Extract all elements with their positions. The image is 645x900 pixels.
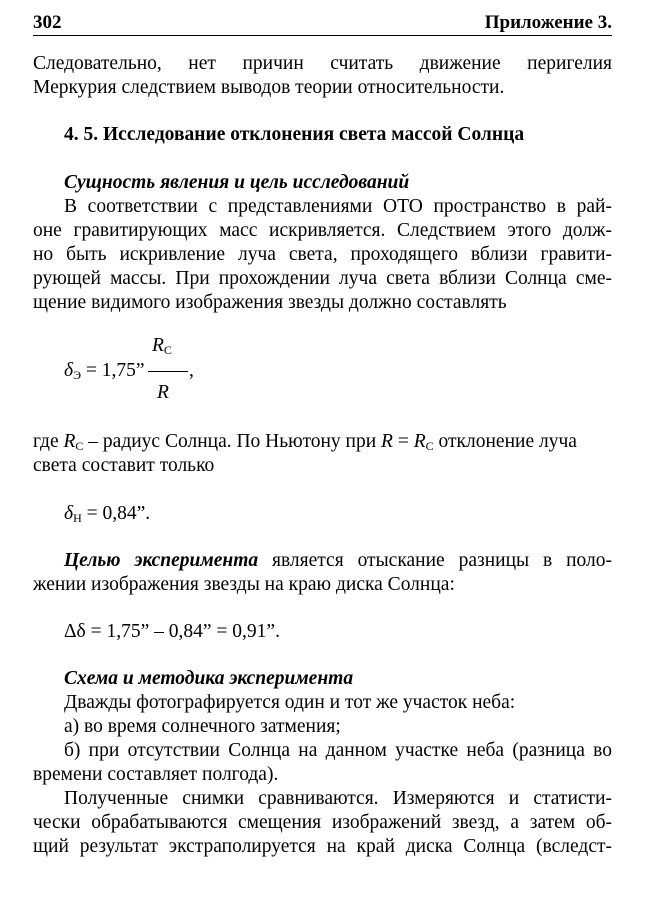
formula1-fraction-bar <box>148 371 188 372</box>
page-number: 302 <box>33 12 62 33</box>
method-line-5: Полученные снимки сравниваются. Измеряются и статисти- <box>64 788 612 809</box>
essence-line-1: В соответствии с представлениями ОТО пространство в рай- <box>64 196 612 217</box>
formula3: Δδ = 1,75” – 0,84” = 0,91”. <box>64 621 280 642</box>
essence-line-2: оне гравитирующих масс искривляется. Следствием этого долж- <box>33 220 612 241</box>
method-line-2: а) во время солнечного затмения; <box>64 716 341 737</box>
essence-line-3: но быть искривление луча света, проходящего вблизи гравити- <box>33 244 612 265</box>
essence-line-4: рующей массы. При прохождении луча света вблизи Солнца сме- <box>33 268 612 289</box>
method-heading: Схема и методика эксперимента <box>64 668 354 689</box>
formula1-comma: , <box>189 360 194 381</box>
formula2: $\delta_Н = 0,84$”. <box>64 503 151 525</box>
goal-line-1: Целью эксперимента является отыскание разницы в поло- <box>64 550 612 571</box>
section-title: 4. 5. Исследование отклонения света массой Солнца <box>64 124 525 145</box>
essence-line-5: щение видимого изображения звезды должно составлять <box>33 292 507 313</box>
page-header <box>33 8 612 36</box>
method-line-6: чески обрабатываются смещения изображений звезд, а затем об- <box>33 812 612 833</box>
formula1-lhs: $\delta_Э = 1,75$” <box>64 360 145 382</box>
where-line-1: где $R_С$ – радиус Солнца. По Ньютону при $R = R_С$ отклонение луча <box>33 431 577 453</box>
running-title: Приложение 3. <box>484 12 612 33</box>
goal-line-2: жении изображения звезды на краю диска Солнца: <box>33 574 455 595</box>
formula1-numerator: $R_С$ <box>152 335 172 357</box>
header-rule <box>33 35 612 36</box>
formula1-denominator: R <box>157 382 169 403</box>
method-line-3: б) при отсутствии Солнца на данном участке неба (разница во <box>64 740 612 761</box>
where-line-2: света составит только <box>33 455 215 476</box>
intro-line-2: Меркурия следствием выводов теории относительности. <box>33 77 505 98</box>
method-line-7: щий результат экстраполируется на край диска Солнца (вследст- <box>33 836 612 857</box>
intro-line-1: Следовательно, нет причин считать движение перигелия <box>33 53 612 74</box>
essence-heading: Сущность явления и цель исследований <box>64 172 410 193</box>
method-line-1: Дважды фотографируется один и тот же участок неба: <box>64 692 516 713</box>
method-line-4: времени составляет полгода). <box>33 764 279 785</box>
